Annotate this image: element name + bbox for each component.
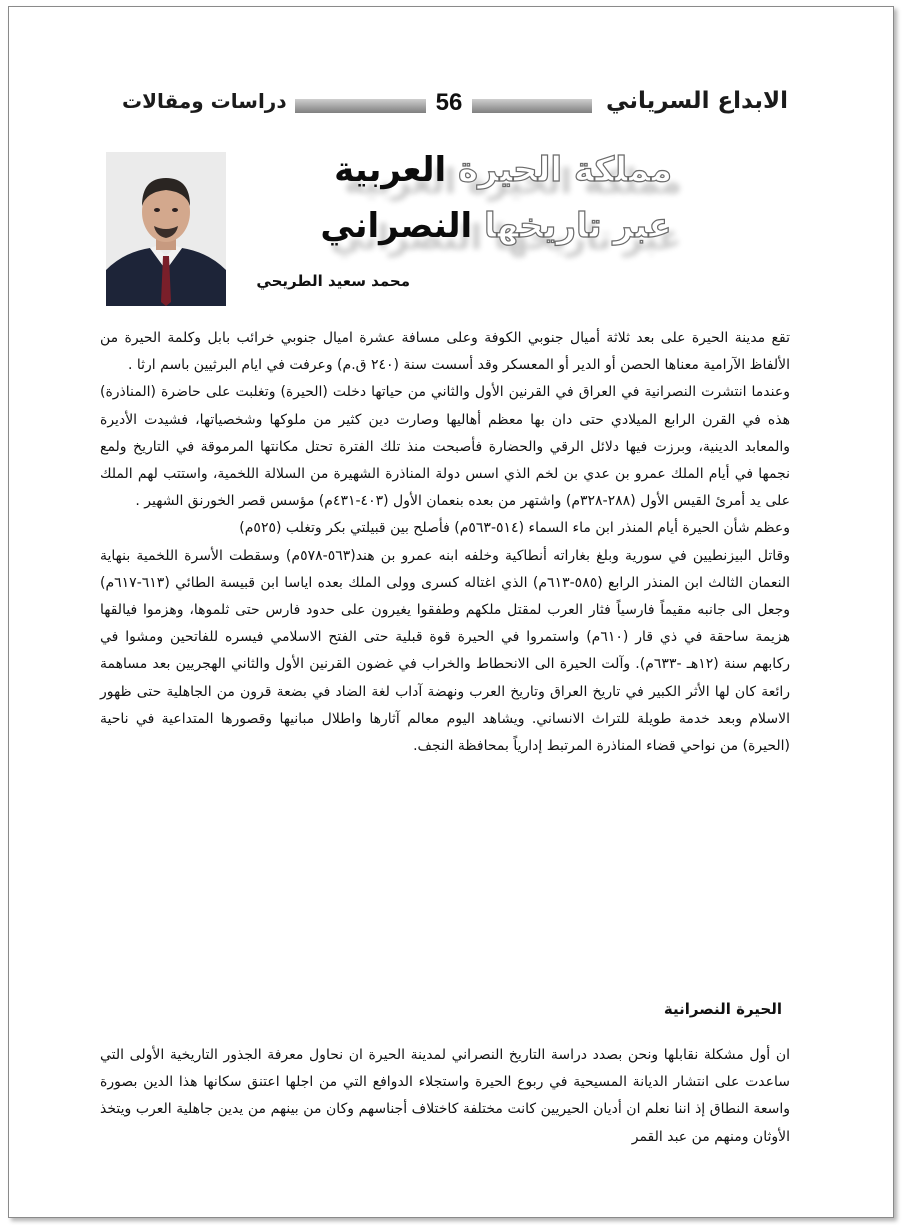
- title-line-1: [334, 146, 672, 194]
- article-body: [100, 325, 790, 760]
- title-line-1-strong: العربية: [334, 150, 447, 190]
- body-paragraph: تقع مدينة الحيرة على بعد ثلاثة أميال جنوبي الكوفة وعلى مسافة عشرة اميال جنوبي خرائب بابل وكلمة الحيرة من الألفاظ الآرامية معناها الحصن أو الدير أو المعسكر وقد أسست سنة (٢٤٠ ق.م) وعرفت في ايام البرثيين باسم ارثا .: [100, 330, 790, 374]
- author-portrait-icon: [106, 152, 226, 306]
- page-number: 56: [426, 88, 472, 118]
- title-line-2-strong: النصراني: [320, 206, 473, 246]
- page-header: [100, 86, 792, 120]
- section-name: دراسات ومقالات: [100, 86, 295, 120]
- author-name: محمد سعيد الطريحي: [256, 272, 410, 290]
- body-paragraph: وقاتل البيزنطيين في سورية وبلغ بغاراته أنطاكية وخلفه ابنه عمرو بن هند(٥٦٣-٥٧٨م) وسقطت الأسرة اللخمية بنهاية النعمان الثالث ابن المنذر الرابع (٥٨٥-٦١٣م) الذي اغتاله كسرى وولى الملك بعده اياسا ابن قبيسة الطائي (٦١٣-٦١٧م) وجعل الى جانبه مقيماً فارسياً فثار العرب لمقتل ملكهم وطفقوا يغيرون على حدود فارس حتى ثلموها، وهزموا فيالقها هزيمة ساحقة في ذي قار (٦١٠م) واستمروا في الحيرة قوة قبلية حتى الفتح الاسلامي فيسره للفاتحين ومشوا في ركابهم سنة (١٢هـ -٦٣٣م). وآلت الحيرة الى الانحطاط والخراب في غضون القرنين الأول والثاني الهجريين بعد مساهمة رائعة كان لها الأثر الكبير في تاريخ العراق وتاريخ العرب ونهضة آداب لغة الضاد في بضعة قرون من الجاهلية حتى ظهور الاسلام وبعد خدمة طويلة للتراث الانساني. ويشاهد اليوم معالم آثارها واطلال مبانيها وقصورها المتداعية في ناحية (الحيرة) من نواحي قضاء المناذرة المرتبط إدارياً بمحافظة النجف.: [100, 547, 791, 755]
- author-photo: [106, 152, 226, 306]
- section-body: [100, 1042, 790, 1151]
- title-line-2-soft: عبر تاريخها: [483, 206, 672, 246]
- magazine-name: الابداع السرياني: [592, 86, 792, 120]
- section-paragraph: ان أول مشكلة نقابلها ونحن بصدد دراسة التاريخ النصراني لمدينة الحيرة ان نحاول معرفة الجذور التاريخية الأولى التي ساعدت على انتشار الديانة المسيحية في ربوع الحيرة واستجلاء الدوافع التي من اجلها اعتنق سكانها هذا الدين بصورة واسعة النطاق إذ اننا نعلم ان أديان الحيريين كانت مختلفة كاختلاف أجناسهم وكان من بينهم من يدين جاهلية العرب ويتخذ الأوثان ومنهم من عبد القمر: [100, 1047, 790, 1145]
- body-paragraph: وعظم شأن الحيرة أيام المنذر ابن ماء السماء (٥١٤-٥٦٣م) فأصلح بين قبيلتي بكر وتغلب (٥٢٥م): [239, 520, 790, 537]
- title-line-2: [320, 202, 672, 250]
- section-heading: الحيرة النصرانية: [663, 1000, 782, 1018]
- body-paragraph: وعندما انتشرت النصرانية في العراق في القرنين الأول والثاني من حياتها دخلت (الحيرة) وتغلبت على حاضرة (المناذرة) هذه في القرن الرابع الميلادي حتى دان بها معظم أهاليها وصارت دين كثير من ملوكها وشخصياتها، فشيدت الأديرة والمعابد الدينية، وبرزت فيها دلائل الرقي والحضارة فأصبحت منذ تلك الفترة تحتل مكانتها المرموقة في التاريخ ولمع نجمها في أيام الملك عمرو بن عدي بن لخم الذي اسس دولة المناذرة الشهيرة من السلالة اللخمية، واستتب لهم الملك على يد أمرئ القيس الأول (٢٨٨-٣٢٨م) واشتهر من بعده بنعمان الأول (٤٠٣-٤٣١م) مؤسس قصر الخورنق الشهير .: [100, 384, 790, 510]
- article-title: [300, 146, 672, 286]
- title-line-1-soft: مملكة الحيرة: [458, 150, 672, 190]
